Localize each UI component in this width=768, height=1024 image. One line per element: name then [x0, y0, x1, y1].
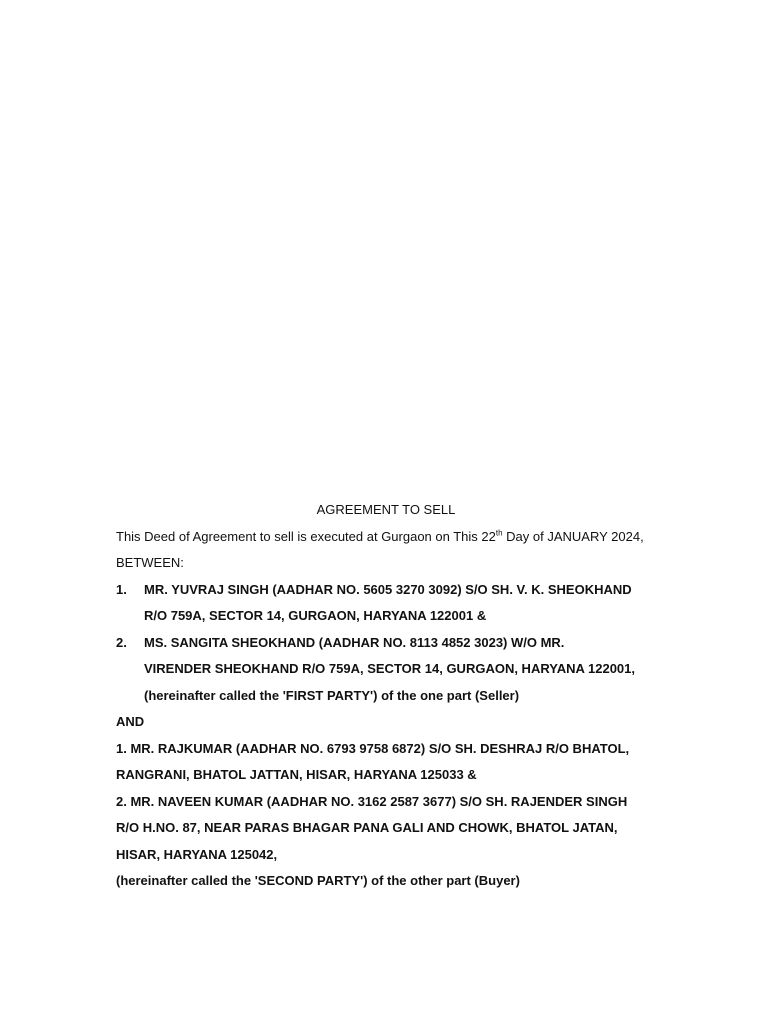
item-number: 2. [116, 634, 127, 650]
second-party-line: 1. MR. RAJKUMAR (AADHAR NO. 6793 9758 6872) S/O SH. DESHRAJ R/O BHATOL, [116, 740, 630, 756]
second-party-line: R/O H.NO. 87, NEAR PARAS BHAGAR PANA GALI AND CHOWK, BHATOL JATAN, [116, 820, 618, 835]
item-line: R/O 759A, SECTOR 14, GURGAON, HARYANA 122001 & [144, 608, 487, 623]
and-label: AND [116, 714, 145, 729]
item-line: MR. YUVRAJ SINGH (AADHAR NO. 5605 3270 3092) S/O SH. V. K. SHEOKHAND [144, 581, 632, 597]
second-party-line: HISAR, HARYANA 125042, [116, 846, 278, 862]
intro-paragraph [116, 524, 656, 551]
second-party-line: RANGRANI, BHATOL JATTAN, HISAR, HARYANA 125033 & [116, 767, 477, 782]
first-party-item-2 [116, 630, 656, 710]
document-title: AGREEMENT TO SELL [316, 502, 456, 517]
first-party-item-1 [116, 577, 656, 630]
intro-text-pre: This Deed of Agreement to sell is executed at Gurgaon on This 22 [116, 528, 496, 544]
second-party-block [116, 736, 656, 895]
document-body [116, 497, 656, 895]
item-line: MS. SANGITA SHEOKHAND (AADHAR NO. 8113 4852 3023) W/O MR. [144, 634, 565, 650]
item-line: VIRENDER SHEOKHAND R/O 759A, SECTOR 14, GURGAON, HARYANA 122001, [144, 661, 635, 676]
between-label: BETWEEN: [116, 555, 184, 570]
second-party-line: 2. MR. NAVEEN KUMAR (AADHAR NO. 3162 2587 3677) S/O SH. RAJENDER SINGH [116, 793, 628, 809]
second-party-line: (hereinafter called the 'SECOND PARTY') of the other part (Buyer) [116, 873, 520, 888]
item-line: (hereinafter called the 'FIRST PARTY') of the one part (Seller) [144, 687, 520, 703]
intro-superscript: th [495, 528, 503, 538]
item-number: 1. [116, 581, 127, 597]
intro-text-post: Day of JANUARY 2024, [502, 528, 644, 544]
